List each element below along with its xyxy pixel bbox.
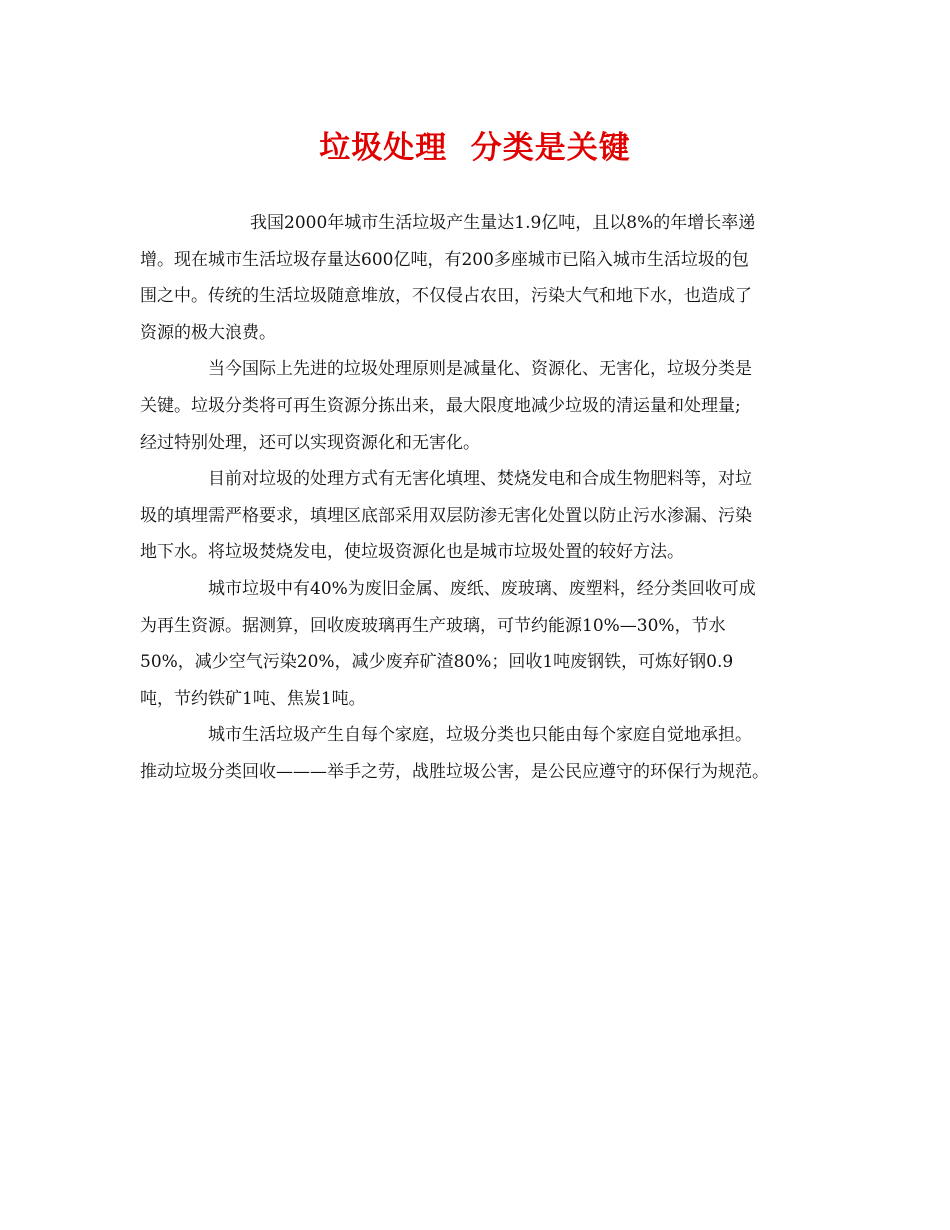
text-line: 地下水。将垃圾焚烧发电，使垃圾资源化也是城市垃圾处置的较好方法。 xyxy=(140,542,684,563)
paragraph-2 xyxy=(140,351,820,461)
paragraph-4 xyxy=(140,571,820,717)
paragraph-3 xyxy=(140,461,820,571)
text-line: 经过特别处理，还可以实现资源化和无害化。 xyxy=(140,432,480,453)
document-title: 垃圾处理 分类是关键 xyxy=(319,130,631,166)
text-line: 城市垃圾中有40%为废旧金属、废纸、废玻璃、废塑料，经分类回收可成 xyxy=(208,578,756,599)
document-body xyxy=(140,205,820,791)
text-line: 关键。垃圾分类将可再生资源分拣出来，最大限度地减少垃圾的清运量和处理量; xyxy=(140,395,741,416)
text-line: 城市生活垃圾产生自每个家庭，垃圾分类也只能由每个家庭自觉地承担。 xyxy=(208,725,752,746)
text-line: 目前对垃圾的处理方式有无害化填埋、焚烧发电和合成生物肥料等，对垃 xyxy=(208,469,752,490)
text-line: 为再生资源。据测算，回收废玻璃再生产玻璃，可节约能源10%—30%，节水 xyxy=(140,615,726,636)
text-line: 吨，节约铁矿1吨、焦炭1吨。 xyxy=(140,688,366,709)
text-line: 推动垃圾分类回收———举手之劳，战胜垃圾公害，是公民应遵守的环保行为规范。 xyxy=(140,761,769,782)
paragraph-1 xyxy=(140,205,820,351)
text-line: 圾的填埋需严格要求，填埋区底部采用双层防渗无害化处置以防止污水渗漏、污染 xyxy=(140,505,752,526)
text-line: 50%，减少空气污染20%，减少废弃矿渣80%；回收1吨废钢铁，可炼好钢0.9 xyxy=(140,652,734,673)
text-line: 增。现在城市生活垃圾存量达600亿吨，有200多座城市已陷入城市生活垃圾的包 xyxy=(140,249,749,270)
text-line: 资源的极大浪费。 xyxy=(140,322,276,343)
text-line: 围之中。传统的生活垃圾随意堆放，不仅侵占农田，污染大气和地下水，也造成了 xyxy=(140,286,752,307)
text-line: 我国2000年城市生活垃圾产生量达1.9亿吨，且以8%的年增长率递 xyxy=(250,213,756,233)
paragraph-5 xyxy=(140,717,820,790)
text-line: 当今国际上先进的垃圾处理原则是减量化、资源化、无害化，垃圾分类是 xyxy=(208,359,752,380)
